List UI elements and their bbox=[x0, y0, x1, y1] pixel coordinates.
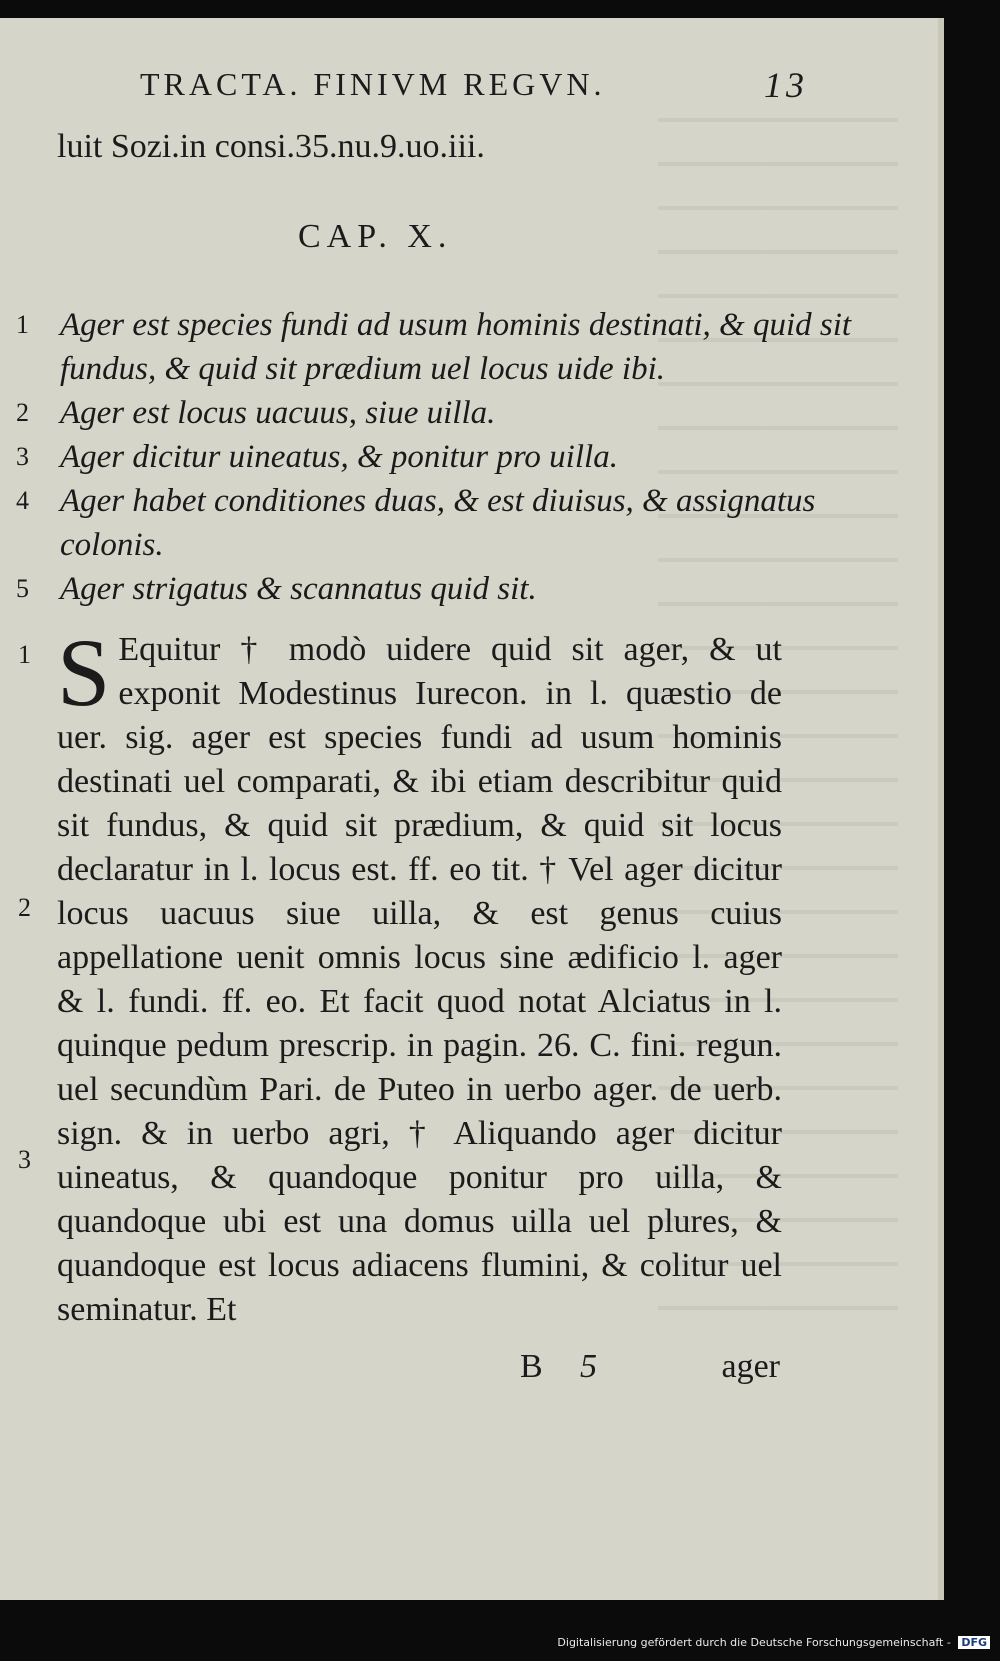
dfg-logo: DFG bbox=[958, 1636, 990, 1649]
paragraph-text: Equitur † modò uidere quid sit ager, & ut exponit Modestinus Iurecon. in l. quæstio de uer. sig. ager est species fundi ad usum hominis destinati uel comparati, & ibi etiam describitur quid sit fundus, & quid sit prædium, & quid sit locus declaratur in l. locus est. ff. eo tit. † Vel ager dicitur locus uacuus siue uilla, & est genus cuius appellatione uenit omnis locus sine ædificio l. ager & l. fundi. ff. eo. Et facit quod notat Alciatus in l. quinque pedum prescrip. in pagin. 26. C. fini. regun. uel secundùm Pari. de Puteo in uerbo ager. de uerb. sign. & in uerbo agri, † Aliquando ager dicitur uineatus, & quandoque ponitur pro uilla, & quandoque ubi est una domus uilla uel plures, & quandoque est locus adiacens flumini, & colitur uel seminatur. Et bbox=[57, 631, 782, 1328]
signature-number: 5 bbox=[580, 1348, 597, 1385]
running-header bbox=[140, 65, 808, 105]
summary-item bbox=[0, 435, 860, 479]
summary-text: Ager est species fundi ad usum hominis destinati, & quid sit fundus, & quid sit prædium uel locus uide ibi. bbox=[60, 307, 852, 387]
continuation-line: luit Sozi.in consi.35.nu.9.uo.iii. bbox=[57, 128, 485, 165]
summary-text: Ager est locus uacuus, siue uilla. bbox=[60, 395, 496, 431]
catchword: ager bbox=[721, 1348, 780, 1385]
summary-number: 3 bbox=[16, 442, 29, 471]
summary-number: 5 bbox=[16, 574, 29, 603]
summary-item bbox=[0, 391, 860, 435]
chapter-heading: CAP. X. bbox=[298, 218, 453, 255]
summary-number: 4 bbox=[16, 486, 29, 515]
margin-note-number: 1 bbox=[18, 640, 31, 669]
page-number: 13 bbox=[764, 65, 808, 105]
digitization-credit bbox=[557, 1636, 990, 1649]
margin-note-number: 2 bbox=[18, 893, 31, 922]
book-page bbox=[0, 18, 944, 1600]
chapter-summary bbox=[0, 303, 860, 611]
summary-number: 2 bbox=[16, 398, 29, 427]
signature-mark: B bbox=[520, 1348, 543, 1385]
margin-note-number: 3 bbox=[18, 1145, 31, 1174]
summary-item bbox=[0, 479, 860, 567]
credit-text: Digitalisierung gefördert durch die Deutsche Forschungsgemeinschaft - bbox=[557, 1636, 951, 1649]
summary-number: 1 bbox=[16, 310, 29, 339]
drop-capital: S bbox=[57, 619, 111, 726]
header-title: TRACTA. FINIVM REGVN. bbox=[140, 66, 606, 102]
summary-item bbox=[0, 303, 860, 391]
main-text bbox=[57, 619, 782, 1332]
body-paragraph bbox=[57, 619, 782, 1332]
summary-text: Ager habet conditiones duas, & est diuisus, & assignatus colonis. bbox=[60, 483, 816, 563]
summary-text: Ager dicitur uineatus, & ponitur pro uilla. bbox=[60, 439, 618, 475]
summary-text: Ager strigatus & scannatus quid sit. bbox=[60, 571, 537, 607]
summary-item bbox=[0, 567, 860, 611]
